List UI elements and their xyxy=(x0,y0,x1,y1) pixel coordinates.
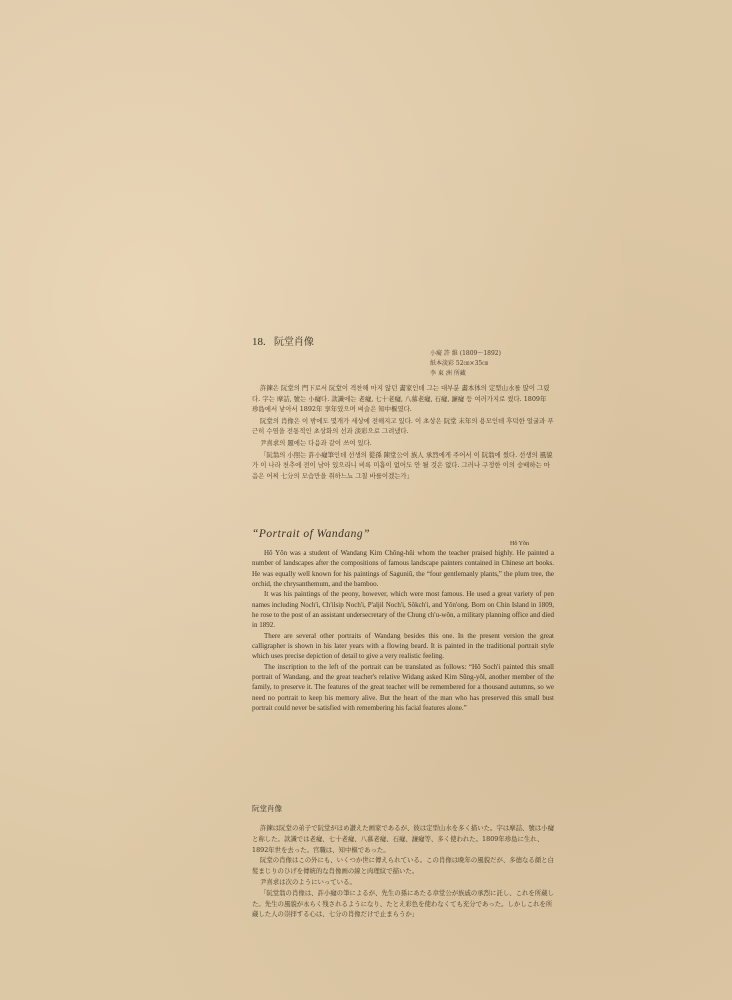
medium-line: 紙本淡彩 52㎝×35㎝ xyxy=(430,360,489,367)
english-paragraph: The inscription to the left of the portrait can be translated as follows: “Hŏ Soch'i painted this small portrait of Wandang, and the great teacher's relative Widang asked Kim Sŭng-yŏl, another member of the family, to preserve it. The features of the great teacher will be remembered for a thousand autumns, so we need no portrait to keep his memory alive. But the heart of the man who has preserved this small bust portrait could never be satisfied with remembering his facial features alone.” xyxy=(252,662,554,713)
section-number: 18. xyxy=(252,336,266,348)
english-paragraph: Hŏ Yŏn was a student of Wandang Kim Chŏng-hŭi whom the teacher praised highly. He painted a number of landscapes after the compositions of famous landscape painters contained in Chinese art books. He was equally well known for his paintings of Saguniŭ, the “four gentlemanly plants,” the plum tree, the orchid, the chrysanthemum, and the bamboo. xyxy=(252,549,554,589)
section-title: 阮堂肖像 xyxy=(273,337,314,348)
korean-paragraph: 許鍊은 阮堂의 門下로서 阮堂이 격찬해 마지 않던 畵家인데 그는 대부분 畵本体의 定型山水를 많이 그렸다. 字는 摩詰, 號는 小癡다. 款識에는 老癡, 七十老癡, 八慕老癡, 石癡, 濂癡 등 여러가지로 썼다. 1809年 珍島에서 낳아서 1892年 享年였으며 벼슬은 知中樞였다. xyxy=(252,384,550,414)
korean-paragraph: 「阮翁의 小照는 許小癡筆인데 선생의 從孫 陳堂公이 族人 承烈에게 주어서 이 阮翁에 썼다. 선생의 風貌가 이 나라 천추에 전이 남아 있으리니 비록 미흡이 없어도 안 될 것은 없다. 그러나 구정한 이의 숭배하는 마음은 어찌 七分의 모습만을 취하느뇨 그칠 바를이겠는가」 xyxy=(252,450,553,480)
english-author: Hŏ Yŏn xyxy=(510,541,529,547)
english-paragraph: There are several other portraits of Wandang besides this one. In the present version the great calligrapher is shown in his later years with a flowing beard. It is painted in the traditional portrait style which uses precise depiction of detail to give a very realistic feeling. xyxy=(252,631,554,661)
owner-line: 李 東 洲 所藏 xyxy=(430,370,466,377)
artwork-meta xyxy=(430,349,560,379)
english-text xyxy=(252,548,554,714)
english-title: “Portrait of Wandang” xyxy=(252,528,371,540)
japanese-title: 阮堂肖像 xyxy=(252,804,282,813)
japanese-paragraph: 尹喜求は次のようにいっている。 xyxy=(260,877,356,886)
english-paragraph: It was his paintings of the peony, however, which were most famous. He used a great variety of pen names including Noch'i, Ch'ilsip Noch'i, P'aljil Noch'i, Sŏkch'i, and Yŏn'ong. Born on Chin Island in 1809, he rose to the post of an assistant undersecretary of the Chung ch'u-wŏn, a military planning office and died in 1892. xyxy=(252,590,554,630)
japanese-paragraph: 阮堂の肖像はこの外にも、いくつか世に傳えられている。この肖像は晩年の風貌だが、多德なる顔と白髪まじりのひげを傳統的な肖像画の線と肉理紋で描いた。 xyxy=(252,856,554,876)
japanese-paragraph: 許鍊は阮堂の弟子で阮堂がほめ讃えた画家であるが、彼は定型山水を多く描いた。字は摩詰、號は小癡と称した。款識では老癡、七十老癡、八慕老癡、石癡、濂癡等、多く使われた。1809年珍島に生れ、1892年世を去った。官職は、知中樞であった。 xyxy=(252,824,554,854)
korean-paragraph: 尹喜求의 題에는 다음과 같이 쓰여 있다. xyxy=(260,438,372,447)
artist-line: 小癡 許 維 (1809～1892) xyxy=(430,350,501,357)
japanese-paragraph: 「阮堂翁の肖像は、許小癡の筆によるが、先生の孫にあたる韋堂公が族戚の承烈に託し、これを所蔵した。先生の風貌が永らく残されるようになり、たとえ彩色を使わなくても充分であった。しかしこれを所蔵した人の崇拝する心は、七分の肖像だけで止まらうか」 xyxy=(252,888,554,919)
section-heading xyxy=(252,333,554,348)
japanese-text xyxy=(252,823,554,920)
korean-paragraph: 阮堂의 肖像은 이 밖에도 몇개가 세상에 전해지고 있다. 이 초상은 阮堂 末年의 용모인데 후덕한 얼굴과 푸근히 수염을 전통적인 초상화의 선과 淡彩으로 그려냈다. xyxy=(252,416,554,436)
korean-text xyxy=(252,383,554,482)
